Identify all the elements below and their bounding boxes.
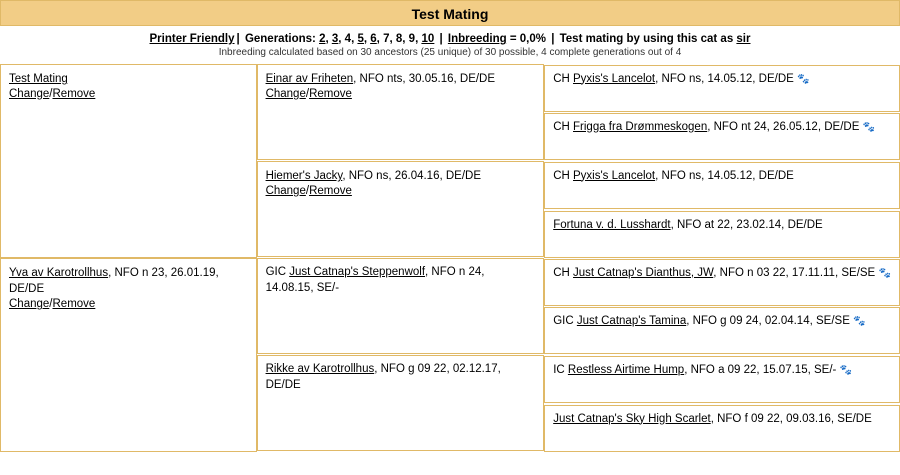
- generations-link-5[interactable]: 5: [357, 33, 364, 45]
- gen3-entry-1: [544, 65, 900, 112]
- gen3-cell-6: [544, 306, 900, 354]
- gen2-entry-2-name-line: [266, 168, 536, 184]
- gen1-entry-2-name-line: [9, 265, 248, 297]
- cat-details: , NFO g 09 22, 02.12.17, DE/DE: [265, 363, 501, 391]
- gen1-cell-2: [0, 258, 257, 452]
- gen3-entry-2: [544, 113, 900, 160]
- printer-friendly-link[interactable]: Printer Friendly: [149, 33, 235, 45]
- pedigree-table: [0, 64, 900, 452]
- cat-details: , NFO n 24, 14.08.15, SE/-: [265, 266, 485, 294]
- inbreeding-note: Inbreeding calculated based on 30 ancestors (25 unique) of 30 possible, 4 complete generations out of 4: [218, 47, 682, 58]
- gen3-entry-3: [544, 162, 900, 209]
- action-sep: /: [305, 185, 310, 198]
- cat-name[interactable]: Just Catnap's Steppenwolf: [289, 266, 426, 278]
- gen3-entry-6: [544, 307, 900, 354]
- cat-name[interactable]: Fortuna v. d. Lusshardt: [553, 218, 671, 231]
- action-sep: /: [49, 298, 53, 311]
- action-sep: /: [305, 88, 310, 101]
- cat-details: , NFO ns, 26.04.16, DE/DE: [342, 170, 482, 182]
- remove-link[interactable]: Remove: [309, 185, 352, 198]
- gen2-entry-2: [257, 161, 545, 257]
- change-link[interactable]: Change: [265, 88, 306, 101]
- cat-details: , NFO ns, 14.05.12, DE/DE: [655, 72, 794, 85]
- gen3-cell-8: [544, 404, 900, 452]
- toolbar-divider-1: |: [236, 33, 240, 45]
- gen2-cell-1: [257, 64, 545, 160]
- cat-name[interactable]: Pyxis's Lancelot: [573, 169, 656, 182]
- gen1-entry-1-actions: [9, 87, 248, 103]
- cat-name[interactable]: Hiemer's Jacky: [265, 170, 343, 182]
- gen3-entry-4: [544, 211, 900, 258]
- gen3-cell-1: [544, 64, 900, 112]
- gen2-cell-3: [257, 258, 545, 354]
- change-link[interactable]: Change: [9, 298, 50, 311]
- gen1-cell-1: [0, 64, 257, 258]
- cat-name[interactable]: Just Catnap's Dianthus, JW: [573, 266, 714, 279]
- gen1-entry-2-actions: [9, 297, 248, 313]
- cat-title: GIC: [553, 314, 574, 327]
- cat-details: , NFO ns, 14.05.12, DE/DE: [655, 169, 794, 182]
- cat-details: , NFO g 09 24, 02.04.14, SE/SE: [686, 314, 850, 327]
- gen2-entry-1: [257, 64, 545, 160]
- gen3-cell-3: [544, 160, 900, 210]
- paw-icon: 🐾: [839, 364, 852, 376]
- generations-link-3[interactable]: 3: [331, 33, 339, 45]
- generations-link-10[interactable]: 10: [421, 33, 435, 45]
- change-link[interactable]: Change: [265, 185, 306, 198]
- paw-icon: 🐾: [878, 267, 891, 279]
- gen3-cell-5: [544, 258, 900, 306]
- inbreeding-link[interactable]: Inbreeding: [447, 33, 507, 45]
- gen1-entry-2: [0, 258, 257, 452]
- gen1-entry-1-name-line: [9, 71, 248, 87]
- generations-text-4: 4: [344, 33, 352, 45]
- cat-details: , NFO nts, 30.05.16, DE/DE: [353, 73, 496, 85]
- cat-title: IC: [553, 363, 565, 376]
- table-row: [0, 258, 900, 306]
- generations-text-9: 9: [408, 33, 416, 45]
- gen3-entry-5: [544, 259, 900, 306]
- remove-link[interactable]: Remove: [309, 88, 352, 101]
- paw-icon: 🐾: [853, 315, 866, 327]
- gen2-entry-2-actions: [266, 184, 536, 200]
- toolbar-divider-3: |: [551, 33, 555, 45]
- cat-name[interactable]: Test Mating: [9, 73, 68, 85]
- gen2-entry-1-name-line: [266, 71, 536, 87]
- cat-name[interactable]: Yva av Karotrollhus: [9, 267, 109, 279]
- cat-title: CH: [553, 169, 570, 182]
- gen2-entry-3: [257, 258, 545, 354]
- generations-link-2[interactable]: 2: [319, 33, 326, 45]
- cat-details: , NFO n 03 22, 17.11.11, SE/SE: [713, 266, 876, 279]
- generations-link-6[interactable]: 6: [370, 33, 377, 45]
- gen2-entry-4: [257, 355, 545, 451]
- generations-text-8: 8: [395, 33, 403, 45]
- gen3-cell-4: [544, 210, 900, 258]
- action-sep: /: [49, 88, 53, 101]
- cat-name[interactable]: Frigga fra Drømmeskogen: [573, 120, 708, 133]
- change-link[interactable]: Change: [9, 88, 50, 101]
- cat-name[interactable]: Just Catnap's Sky High Scarlet: [553, 412, 711, 425]
- remove-link[interactable]: Remove: [52, 88, 96, 101]
- gen3-cell-7: [544, 354, 900, 404]
- paw-icon: 🐾: [862, 121, 876, 133]
- cat-details: , NFO f 09 22, 09.03.16, SE/DE: [710, 412, 872, 425]
- cat-name[interactable]: Pyxis's Lancelot: [573, 72, 656, 85]
- cat-name[interactable]: Rikke av Karotrollhus: [265, 363, 375, 375]
- gen2-cell-4: [257, 354, 545, 452]
- table-row: [0, 64, 900, 112]
- generations-label: Generations:: [244, 33, 316, 45]
- gen1-entry-1: [0, 64, 257, 258]
- cat-name[interactable]: Einar av Friheten: [265, 73, 354, 85]
- cat-details: , NFO a 09 22, 15.07.15, SE/-: [684, 363, 837, 376]
- toolbar: Printer Friendly | Generations: 2, 3, 4, 5, 6, 7, 8, 9, 10 | Inbreeding = 0,0% | Test mating by using this cat as sir: [149, 33, 751, 45]
- toolbar-divider-2: |: [439, 33, 443, 45]
- cat-title: CH: [553, 266, 570, 279]
- test-mating-sire-text: Test mating by using this cat as sir: [559, 33, 751, 45]
- gen3-entry-8: [544, 405, 900, 452]
- cat-title: CH: [553, 120, 570, 133]
- gen2-cell-2: [257, 160, 545, 258]
- cat-title: GIC: [265, 266, 287, 278]
- remove-link[interactable]: Remove: [52, 298, 96, 311]
- gen3-cell-2: [544, 112, 900, 160]
- cat-name[interactable]: Just Catnap's Tamina: [576, 314, 687, 327]
- inbreeding-value: = 0,0%: [509, 33, 546, 45]
- cat-name[interactable]: Restless Airtime Hump: [567, 363, 685, 376]
- cat-details: , NFO at 22, 23.02.14, DE/DE: [670, 218, 823, 231]
- cat-title: CH: [553, 72, 570, 85]
- gen3-entry-7: [544, 356, 900, 403]
- cat-details: , NFO n 23, 26.01.19, DE/DE: [9, 267, 219, 296]
- cat-details: , NFO nt 24, 26.05.12, DE/DE: [707, 120, 860, 133]
- paw-icon: 🐾: [797, 73, 810, 85]
- page-title: Test Mating: [0, 0, 900, 26]
- generations-text-7: 7: [383, 33, 390, 45]
- gen2-entry-1-actions: [266, 87, 536, 103]
